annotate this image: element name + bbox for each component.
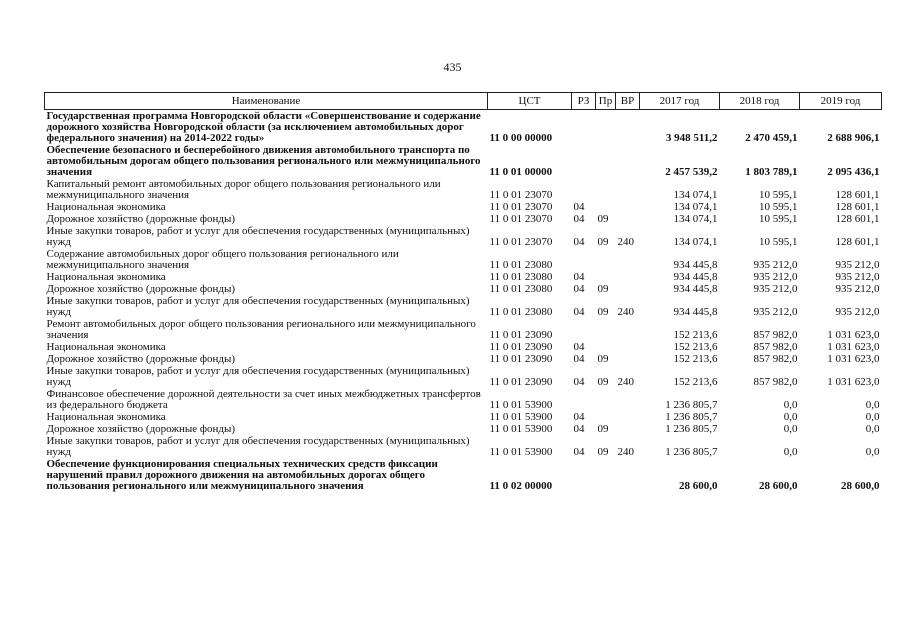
cell-rz: 04 [573,213,585,225]
cell-cst: 11 0 01 23090 [489,329,553,341]
page-number: 435 [443,60,462,74]
cell-cst: 11 0 01 00000 [489,166,553,178]
cell-cst: 11 0 00 00000 [489,132,553,144]
cell-2017: 3 948 511,2 [665,132,718,144]
table-row [45,213,882,225]
cell-2018: 0,0 [783,423,798,435]
cell-2017: 2 457 539,2 [665,166,718,178]
table-row [45,388,882,411]
cell-2017: 152 213,6 [673,376,718,388]
cell-2017: 152 213,6 [673,353,718,365]
cell-rz: 04 [573,353,585,365]
cell-vr: 240 [617,236,634,248]
cell-2019: 2 095 436,1 [827,166,880,178]
cell-rz [572,318,596,341]
table-row [45,423,882,435]
cell-2017: 134 074,1 [673,201,718,213]
cell-pr: 09 [597,446,609,458]
cell-cst: 11 0 01 53900 [489,423,553,435]
cell-2018: 857 982,0 [753,353,798,365]
cell-rz: 04 [573,411,585,423]
cell-2018: 857 982,0 [753,376,798,388]
cell-name: Иные закупки товаров, работ и услуг для обеспечения государственных (муниципальных) нужд [46,435,470,458]
cell-cst: 11 0 01 23070 [489,201,553,213]
table-header-row [45,93,882,110]
table-row [45,411,882,423]
cell-cst: 11 0 01 23080 [489,283,553,295]
cell-cst: 11 0 01 23080 [489,306,553,318]
cell-name: Национальная экономика [46,411,166,423]
cell-name: Финансовое обеспечение дорожной деятельности за счет иных межбюджетных трансфертов из федерального бюджета [46,388,481,411]
header-2019: 2019 год [800,93,882,110]
table-row [45,271,882,283]
cell-cst: 11 0 01 23070 [489,236,553,248]
cell-2017: 1 236 805,7 [665,411,718,423]
cell-pr [596,110,616,145]
cell-2019: 28 600,0 [841,480,880,492]
cell-2017: 134 074,1 [673,189,718,201]
cell-2017: 1 236 805,7 [665,399,718,411]
cell-2019: 128 601,1 [835,213,880,225]
cell-2018: 935 212,0 [753,306,798,318]
table-row [45,201,882,213]
cell-2018: 10 595,1 [759,189,798,201]
cell-pr [596,411,616,423]
table-row [45,318,882,341]
cell-name: Национальная экономика [46,201,166,213]
cell-2019: 1 031 623,0 [827,329,880,341]
cell-rz: 04 [573,423,585,435]
cell-rz: 04 [573,446,585,458]
cell-2019: 2 688 906,1 [827,132,880,144]
cell-pr [596,178,616,201]
cell-pr [596,201,616,213]
cell-pr [596,388,616,411]
cell-2019: 128 601,1 [835,201,880,213]
table-row [45,225,882,248]
cell-vr [616,178,640,201]
cell-name: Дорожное хозяйство (дорожные фонды) [46,423,236,435]
cell-2019: 0,0 [865,423,880,435]
cell-cst: 11 0 01 23070 [489,213,553,225]
cell-2018: 10 595,1 [759,213,798,225]
cell-pr: 09 [597,213,609,225]
cell-vr [616,341,640,353]
cell-cst: 11 0 02 00000 [489,480,553,492]
cell-cst: 11 0 01 23090 [489,353,553,365]
cell-2018: 935 212,0 [753,271,798,283]
cell-name: Дорожное хозяйство (дорожные фонды) [46,283,236,295]
cell-2019: 0,0 [865,411,880,423]
cell-pr: 09 [597,283,609,295]
cell-2019: 1 031 623,0 [827,341,880,353]
cell-2018: 0,0 [783,411,798,423]
table-row [45,458,882,492]
header-cst: ЦСТ [488,93,572,110]
cell-2018: 1 803 789,1 [745,166,798,178]
cell-name: Дорожное хозяйство (дорожные фонды) [46,213,236,225]
cell-vr [616,318,640,341]
table-row [45,353,882,365]
cell-name: Национальная экономика [46,341,166,353]
cell-2019: 935 212,0 [835,271,880,283]
header-2018: 2018 год [720,93,800,110]
table-row [45,435,882,458]
cell-2017: 934 445,8 [673,271,718,283]
cell-cst: 11 0 01 23090 [489,341,553,353]
cell-vr [616,388,640,411]
table-row [45,283,882,295]
cell-pr [596,271,616,283]
cell-vr [616,271,640,283]
cell-2017: 134 074,1 [673,236,718,248]
cell-pr [596,248,616,271]
cell-pr [596,341,616,353]
cell-rz: 04 [573,306,585,318]
cell-pr: 09 [597,376,609,388]
cell-rz: 04 [573,376,585,388]
cell-rz: 04 [573,283,585,295]
cell-name: Иные закупки товаров, работ и услуг для обеспечения государственных (муниципальных) нужд [46,295,470,318]
cell-2018: 10 595,1 [759,201,798,213]
cell-2019: 0,0 [865,399,880,411]
cell-2018: 28 600,0 [759,480,798,492]
table-row [45,365,882,388]
cell-2017: 134 074,1 [673,213,718,225]
header-2017: 2017 год [640,93,720,110]
cell-vr [616,353,640,365]
cell-vr: 240 [617,446,634,458]
cell-2018: 2 470 459,1 [745,132,798,144]
cell-2017: 934 445,8 [673,259,718,271]
cell-name: Государственная программа Новгородской области «Совершенствование и содержание дорожного хозяйства Новгородской области (за исключением автомобильных дорог федерального значения) на 2014-2022 годы» [46,110,481,144]
cell-pr: 09 [597,353,609,365]
budget-table [44,92,882,492]
cell-2019: 128 601,1 [835,189,880,201]
cell-vr: 240 [617,306,634,318]
table-row [45,295,882,318]
cell-cst: 11 0 01 53900 [489,399,553,411]
cell-pr [596,318,616,341]
header-rz: РЗ [572,93,596,110]
cell-name: Содержание автомобильных дорог общего пользования регионального или межмуниципального значения [46,248,399,271]
table-row [45,341,882,353]
header-vr: ВР [616,93,640,110]
cell-vr [616,144,640,178]
cell-name: Национальная экономика [46,271,166,283]
cell-vr [616,213,640,225]
cell-name: Дорожное хозяйство (дорожные фонды) [46,353,236,365]
cell-name: Обеспечение функционирования специальных технических средств фиксации нарушений правил дорожного движения на автомобильных дорогах общего пользования регионального или межмуниципального значения [46,458,438,492]
cell-name: Иные закупки товаров, работ и услуг для обеспечения государственных (муниципальных) нужд [46,225,470,248]
cell-name: Иные закупки товаров, работ и услуг для обеспечения государственных (муниципальных) нужд [46,365,470,388]
header-name: Наименование [45,93,488,110]
cell-rz [572,248,596,271]
cell-pr: 09 [597,423,609,435]
table-row [45,178,882,201]
cell-2019: 935 212,0 [835,306,880,318]
cell-vr [616,248,640,271]
cell-2018: 0,0 [783,446,798,458]
cell-name: Ремонт автомобильных дорог общего пользования регионального или межмуниципального значения [46,318,476,341]
cell-2017: 934 445,8 [673,283,718,295]
cell-2019: 935 212,0 [835,259,880,271]
cell-vr [616,110,640,145]
cell-cst: 11 0 01 23070 [489,189,553,201]
cell-2019: 1 031 623,0 [827,353,880,365]
cell-2018: 10 595,1 [759,236,798,248]
cell-2017: 152 213,6 [673,341,718,353]
cell-vr: 240 [617,376,634,388]
cell-2018: 0,0 [783,399,798,411]
cell-2018: 935 212,0 [753,283,798,295]
cell-rz [572,458,596,492]
cell-rz [572,110,596,145]
cell-2018: 935 212,0 [753,259,798,271]
cell-cst: 11 0 01 23080 [489,271,553,283]
cell-2019: 935 212,0 [835,283,880,295]
cell-vr [616,283,640,295]
cell-vr [616,458,640,492]
cell-name: Капитальный ремонт автомобильных дорог общего пользования регионального или межмуниципального значения [46,178,441,201]
cell-2017: 28 600,0 [679,480,718,492]
cell-rz: 04 [573,236,585,248]
cell-rz [572,178,596,201]
cell-cst: 11 0 01 23090 [489,376,553,388]
cell-2018: 857 982,0 [753,341,798,353]
cell-2017: 934 445,8 [673,306,718,318]
cell-rz [572,388,596,411]
cell-2017: 1 236 805,7 [665,446,718,458]
cell-cst: 11 0 01 53900 [489,411,553,423]
cell-rz: 04 [573,271,585,283]
cell-cst: 11 0 01 53900 [489,446,553,458]
cell-vr [616,201,640,213]
cell-2017: 1 236 805,7 [665,423,718,435]
cell-2019: 128 601,1 [835,236,880,248]
cell-pr [596,144,616,178]
cell-2019: 1 031 623,0 [827,376,880,388]
cell-pr: 09 [597,306,609,318]
cell-rz [572,144,596,178]
cell-vr [616,423,640,435]
cell-pr [596,458,616,492]
cell-2019: 0,0 [865,446,880,458]
cell-cst: 11 0 01 23080 [489,259,553,271]
table-row [45,144,882,178]
cell-rz: 04 [573,201,585,213]
cell-vr [616,411,640,423]
table-row [45,248,882,271]
cell-2017: 152 213,6 [673,329,718,341]
table-body [45,110,882,493]
cell-rz: 04 [573,341,585,353]
cell-2018: 857 982,0 [753,329,798,341]
cell-name: Обеспечение безопасного и бесперебойного движения автомобильного транспорта по автомобильным дорогам общего пользования регионального или межмуниципального значения [46,144,481,178]
table-row [45,110,882,145]
header-pr: Пр [596,93,616,110]
cell-pr: 09 [597,236,609,248]
